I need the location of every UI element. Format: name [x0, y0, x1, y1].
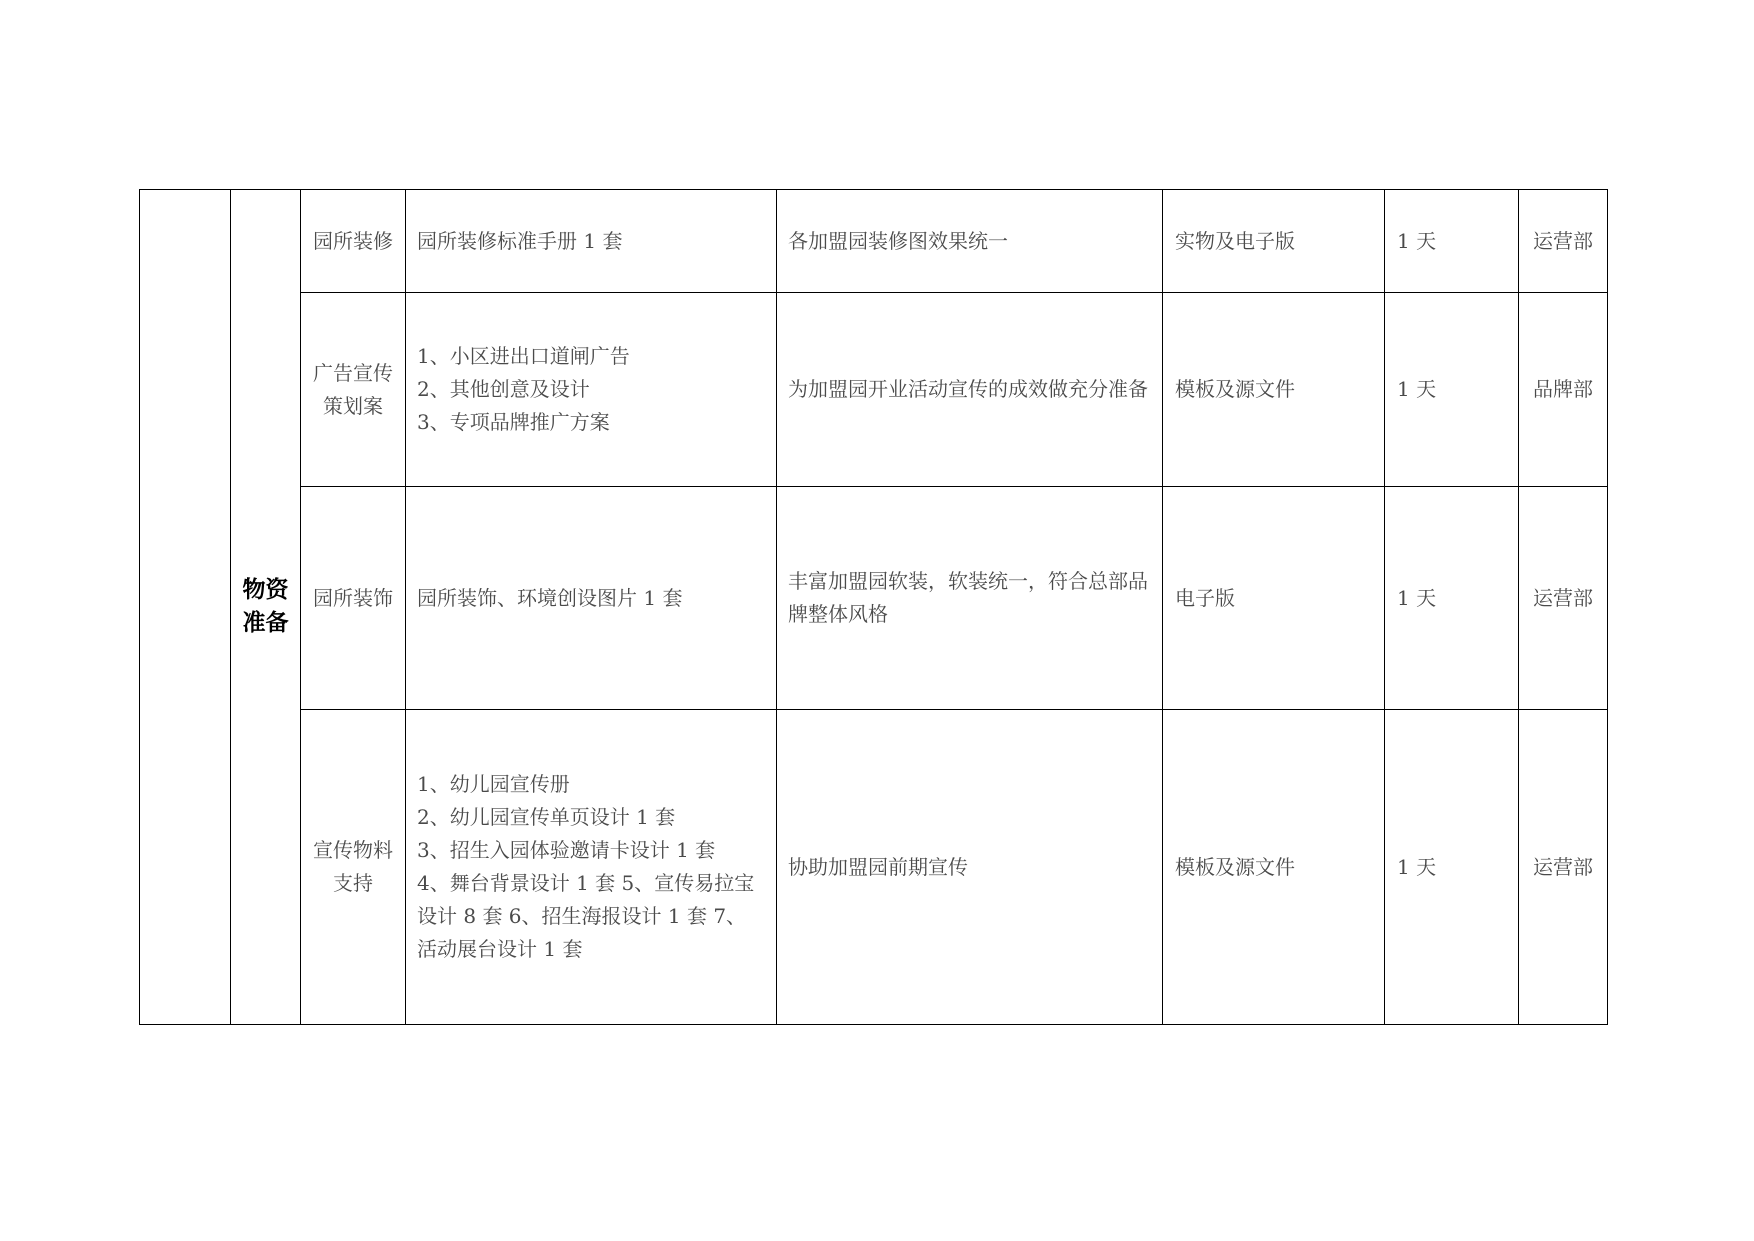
item-name: 宣传物料支持 [313, 838, 393, 895]
item-name: 广告宣传策划案 [313, 360, 393, 418]
blank-category-cell [140, 190, 231, 1025]
goal-text: 协助加盟园前期宣传 [788, 854, 968, 879]
goal-cell [777, 293, 1163, 487]
goal-text: 丰富加盟园软装，软装统一，符合总部品牌整体风格 [788, 569, 1148, 626]
duration-text: 1 天 [1397, 377, 1437, 401]
goal-text: 为加盟园开业活动宣传的成效做充分准备 [788, 377, 1148, 401]
format-cell [1163, 293, 1385, 487]
content-cell [406, 710, 777, 1025]
table-row [140, 487, 1608, 710]
content-line: 1、幼儿园宣传册 [417, 772, 570, 796]
item-name-cell [301, 293, 406, 487]
goal-text: 各加盟园装修图效果统一 [788, 228, 1008, 253]
format-text: 电子版 [1175, 585, 1235, 610]
format-text: 模板及源文件 [1175, 854, 1295, 879]
department-cell [1519, 293, 1608, 487]
item-name: 园所装饰 [313, 585, 393, 610]
content-line: 4、舞台背景设计 1 套 5、宣传易拉宝设计 8 套 6、招生海报设计 1 套 7、活动展台设计 1 套 [417, 871, 755, 961]
table-row [140, 710, 1608, 1025]
content-cell [406, 190, 777, 293]
section-title-cell [231, 190, 301, 1025]
content-line: 3、专项品牌推广方案 [417, 410, 610, 434]
content-line: 园所装饰、环境创设图片 1 套 [417, 585, 683, 610]
goal-cell [777, 710, 1163, 1025]
content-cell [406, 293, 777, 487]
duration-cell [1385, 190, 1519, 293]
department-cell [1519, 487, 1608, 710]
item-name-cell [301, 710, 406, 1025]
format-cell [1163, 710, 1385, 1025]
goal-cell [777, 190, 1163, 293]
table-row [140, 190, 1608, 293]
item-name-cell [301, 487, 406, 710]
duration-cell [1385, 710, 1519, 1025]
content-line: 3、招生入园体验邀请卡设计 1 套 [417, 838, 716, 862]
department-text: 品牌部 [1533, 377, 1593, 401]
content-line: 1、小区进出口道闸广告 [417, 344, 630, 368]
duration-text: 1 天 [1397, 854, 1437, 879]
content-line: 2、幼儿园宣传单页设计 1 套 [417, 805, 676, 829]
format-text: 实物及电子版 [1175, 228, 1295, 253]
material-preparation-table [139, 189, 1608, 1025]
format-cell [1163, 487, 1385, 710]
duration-text: 1 天 [1397, 228, 1437, 253]
department-text: 运营部 [1533, 854, 1593, 879]
department-cell [1519, 190, 1608, 293]
content-line: 园所装修标准手册 1 套 [417, 228, 623, 253]
content-cell [406, 487, 777, 710]
department-cell [1519, 710, 1608, 1025]
section-title: 物资准备 [242, 577, 289, 636]
duration-text: 1 天 [1397, 585, 1437, 610]
goal-cell [777, 487, 1163, 710]
format-cell [1163, 190, 1385, 293]
item-name-cell [301, 190, 406, 293]
table-row [140, 293, 1608, 487]
format-text: 模板及源文件 [1175, 377, 1295, 401]
item-name: 园所装修 [313, 228, 393, 253]
duration-cell [1385, 487, 1519, 710]
department-text: 运营部 [1533, 585, 1593, 610]
content-line: 2、其他创意及设计 [417, 377, 590, 401]
department-text: 运营部 [1533, 228, 1593, 253]
duration-cell [1385, 293, 1519, 487]
